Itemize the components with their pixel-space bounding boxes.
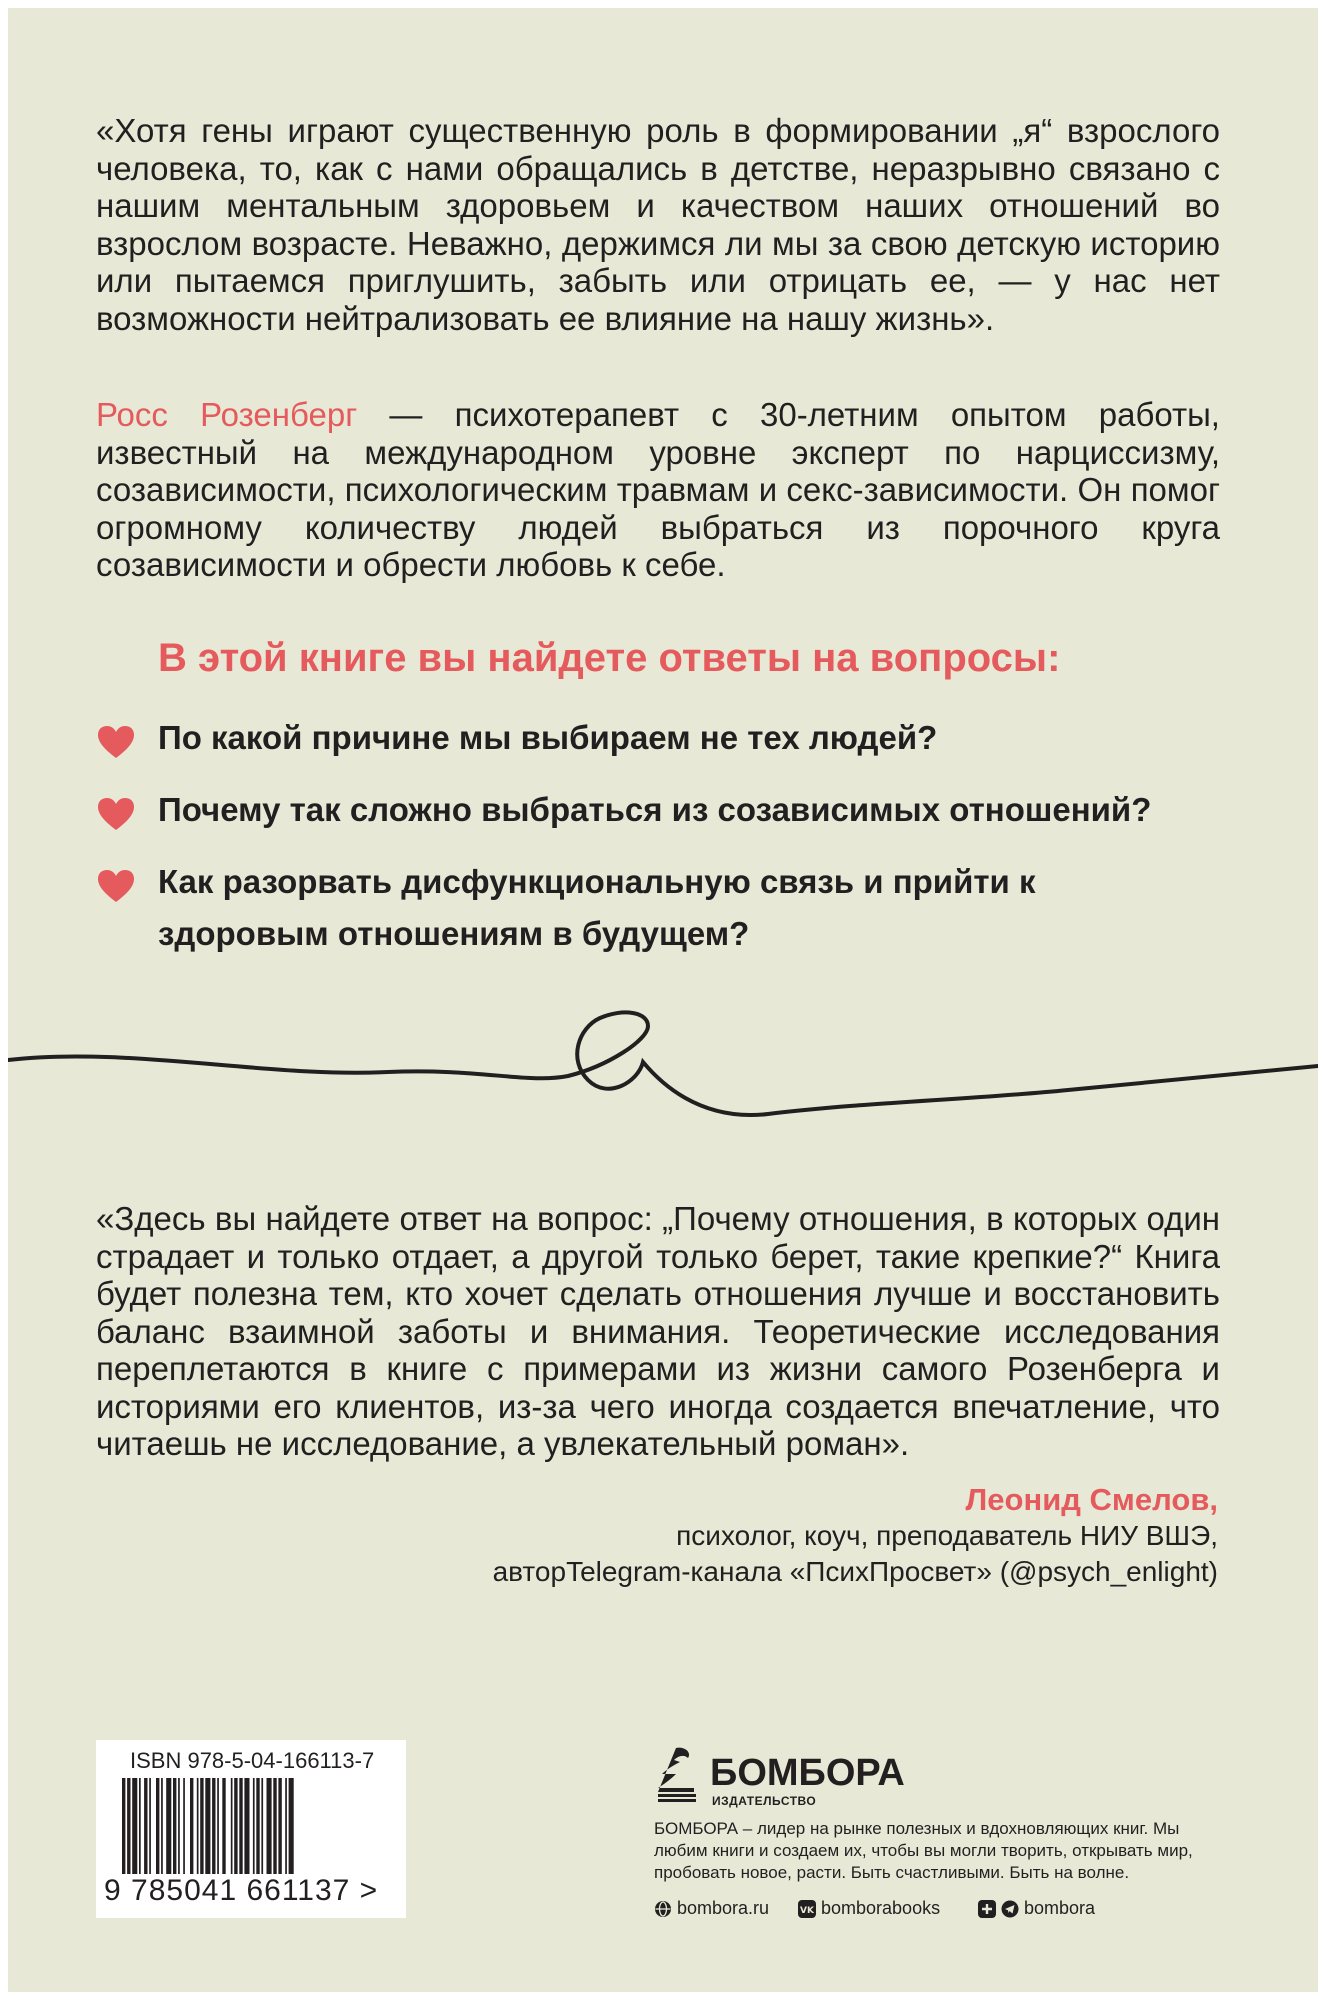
question-item [96, 864, 1246, 960]
review-quote: «Здесь вы найдете ответ на вопрос: „Почему отношения, в которых один страдает и только отдает, а другой только берет, такие крепкие?“ Книга будет полезна тем, кто хочет сделать отношения лучше и восстановить баланс взаимной заботы и внимания. Теоретические исследования переплетаются в книге с примерами из жизни самого Розенберга и историями его клиентов, из-за чего иногда создается впечатление, что читаешь не исследование, а увлекательный роман». [96, 1200, 1220, 1462]
barcode-bar [166, 1778, 171, 1874]
opening-quote: «Хотя гены играют существенную роль в формировании „я“ взрослого человека, то, как с нами обращались в детстве, неразрывно связано с нашим ментальным здоровьем и качеством наших отношений во взрослом возрасте. Неважно, держимся ли мы за свою детскую историю или пытаемся приглушить, забыть или отрицать ее, — у нас нет возможности нейтрализовать ее влияние на нашу жизнь». [96, 112, 1220, 337]
barcode-bar [212, 1778, 215, 1874]
barcode-bar [139, 1778, 141, 1874]
barcode-bar [285, 1778, 287, 1874]
author-name: Росс Розенберг [96, 396, 358, 433]
barcode-bar [205, 1778, 210, 1874]
question-item [96, 720, 1246, 764]
barcode-bar [183, 1778, 185, 1874]
barcode-bars [122, 1778, 386, 1874]
barcode-bar [278, 1778, 281, 1874]
barcode-bar [217, 1778, 219, 1874]
question-item [96, 792, 1246, 836]
barcode-block [96, 1740, 406, 1918]
isbn-label: ISBN 978-5-04-166113-7 [130, 1748, 375, 1773]
barcode-bar [244, 1778, 249, 1874]
globe-icon [654, 1900, 672, 1918]
reviewer-name: Леонид Смелов, [965, 1482, 1218, 1517]
heart-icon [96, 796, 136, 832]
question-text: По какой причине мы выбираем не тех людей? [158, 719, 938, 756]
barcode-bar [231, 1778, 233, 1874]
question-text: Как разорвать дисфункциональную связь и прийти к здоровым отношениям в будущем? [158, 863, 1036, 952]
reviewer-role: психолог, коуч, преподаватель НИУ ВШЭ, [676, 1520, 1218, 1551]
question-text: Почему так сложно выбраться из созависимых отношений? [158, 791, 1152, 828]
plus-icon [978, 1900, 996, 1918]
publisher-logo-name: БОМБОРА [710, 1752, 905, 1794]
website-link[interactable]: bombora.ru [677, 1898, 770, 1918]
barcode-bar [261, 1778, 263, 1874]
social-link[interactable] [978, 1898, 1095, 1919]
barcode-bar [173, 1778, 176, 1874]
barcode-bar [156, 1778, 159, 1874]
telegram-link[interactable]: bombora [1024, 1898, 1096, 1918]
barcode-bar [289, 1778, 294, 1874]
barcode-bar [122, 1778, 125, 1874]
barcode-bar [149, 1778, 151, 1874]
barcode-bar [132, 1778, 137, 1874]
barcode-bar [234, 1778, 237, 1874]
isbn-digits: 9 785041 661137 > [104, 1874, 379, 1907]
barcode-bar [178, 1778, 180, 1874]
barcode-bar [200, 1778, 203, 1874]
author-bio-text: — психотерапевт с 30-летним опытом работы, известный на международном уровне эксперт по нарциссизму, созависимости, психологическим травмам и секс-зависимости. Он помог огромному количеству людей выбраться из порочного круга созависимости и обрести любовь к себе. [96, 396, 1220, 583]
barcode-bar [222, 1778, 225, 1874]
telegram-icon [1001, 1900, 1019, 1918]
barcode-bar [161, 1778, 163, 1874]
barcode-bar [253, 1778, 255, 1874]
questions-heading: В этой книге вы найдете ответы на вопросы: [158, 636, 1061, 680]
barcode-bar [190, 1778, 193, 1874]
barcode-bar [144, 1778, 147, 1874]
social-link[interactable] [798, 1898, 940, 1919]
barcode-bar [256, 1778, 259, 1874]
vk-icon [798, 1900, 816, 1918]
reviewer-channel: авторTelegram-канала «ПсихПросвет» (@psych_enlight) [492, 1556, 1218, 1587]
vk-link[interactable]: bomborabooks [821, 1898, 941, 1918]
heart-icon [96, 868, 136, 904]
barcode-bar [127, 1778, 130, 1874]
barcode-bar [273, 1778, 276, 1874]
looped-line-divider [8, 1010, 1318, 1140]
social-link[interactable] [654, 1898, 769, 1919]
barcode-bar [197, 1778, 199, 1874]
bombora-wave-logo-icon [654, 1744, 704, 1804]
heart-icon [96, 724, 136, 760]
barcode-bar [267, 1778, 272, 1874]
barcode-bar [239, 1778, 242, 1874]
publisher-description: БОМБОРА – лидер на рынке полезных и вдохновляющих книг. Мы любим книги и создаем их, чтобы вы могли творить, открывать мир, пробовать новое, расти. Быть счастливыми. Быть на волне. [654, 1819, 1193, 1882]
publisher-logo-subtitle: ИЗДАТЕЛЬСТВО [712, 1794, 817, 1808]
svg-text:VK: VK [800, 1905, 814, 1916]
author-bio [96, 396, 1220, 584]
